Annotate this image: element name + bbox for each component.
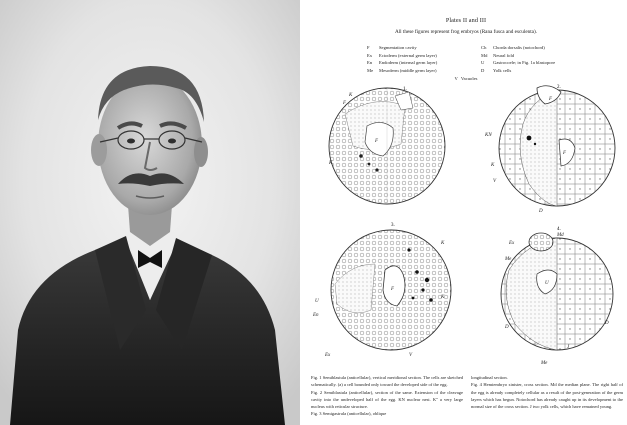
legend-text: Yolk cells <box>493 67 512 73</box>
legend-abbr: Ex <box>367 52 373 58</box>
legend-right-column <box>481 44 555 74</box>
fig3-label: K <box>441 295 445 300</box>
captions-left-column <box>311 374 463 418</box>
plate-subtitle: All these figures represent frog embryos (Rana fusca and esculenta). <box>394 29 538 35</box>
fig4-label: U <box>545 281 549 286</box>
legend-text: Endoderm (internal germ layer) <box>379 60 438 66</box>
legend-abbr: F <box>367 45 370 50</box>
fig3-label: En <box>313 313 319 318</box>
figure-4-drawing <box>501 233 613 350</box>
left-eye <box>127 139 135 144</box>
figure-number-4: 4. <box>557 227 561 232</box>
legend-left-column <box>367 44 437 74</box>
fig1-label: F <box>343 101 347 106</box>
legend-row <box>481 59 555 67</box>
legend-text: Ectoderm (external germ layer) <box>379 52 437 58</box>
figure-number-1: 1. <box>403 87 407 92</box>
embryo-figures <box>305 84 627 374</box>
fig1-label: K <box>329 161 333 166</box>
legend-text: Gastrocoele; in Fig. 1a blastopore <box>493 60 556 66</box>
figure-caption: longitudinal section. <box>471 375 508 380</box>
fig2-label: KN <box>485 133 492 138</box>
legend-abbr: Md <box>481 52 488 58</box>
fig4-label: Me <box>505 257 512 262</box>
legend-abbr: D <box>481 67 485 73</box>
legend-row <box>367 59 437 67</box>
figure-caption: Fig. 3 Semigastrula (anticellular), oblique <box>311 411 387 417</box>
figure-caption: Fig. 2 Semiblastula (anticellular), section of the same. Extension of the cleavage cavity into the undeveloped half of the egg. KN nuclear nest. K'' a very large nucleus with reticular structure. <box>311 389 463 410</box>
legend-text: Neural fold <box>493 52 515 58</box>
legend-text: Vacuoles <box>460 76 478 81</box>
figure-2-drawing <box>499 86 615 206</box>
legend-center-row <box>305 76 627 81</box>
legend-row <box>367 67 437 75</box>
captions-right-column <box>471 374 623 410</box>
legend-abbr: Ch <box>481 45 487 50</box>
fig4-label: Md <box>557 233 564 238</box>
legend-text: Segmentation cavity <box>379 45 417 50</box>
figure-number-3: 3. <box>391 223 395 228</box>
figure-number-2: 2. <box>557 85 561 90</box>
legend-row <box>481 67 555 75</box>
fig3-label: F <box>391 287 395 292</box>
figure-caption: Fig. 1 Semiblastula (anticellular), vertical meridional section. The cells are sketched schematically. (a) a cell bounded only toward the developed side of the egg. <box>311 375 463 388</box>
portrait-illustration <box>0 0 300 425</box>
fig1-label: K <box>349 93 353 98</box>
legend-row <box>481 52 555 60</box>
figure-1-drawing <box>329 88 445 204</box>
left-ear <box>91 134 107 166</box>
legend-abbr: V <box>454 76 458 81</box>
legend-text: Chorda dorsalis (notochord) <box>493 45 545 50</box>
fig3-label: U <box>315 299 319 304</box>
right-eye <box>168 139 176 144</box>
legend-row <box>367 52 437 60</box>
fig4-label: D <box>605 321 609 326</box>
plate-title: Plates II and III <box>445 17 487 24</box>
figure-caption: Fig. 4 Hemiembryo sinister, cross section. Md the median plane. The right half of the egg is already completely cellular as a result of the post-generation of the germ layers which has begun. Notochord has already caught up in its development to the normal size of the cross section. J two yolk cells, which have remained young. <box>471 382 623 410</box>
fig2-label: K <box>491 163 495 168</box>
fig2-label: F <box>549 97 553 102</box>
fig2-label: F <box>563 151 567 156</box>
portrait-photo <box>0 0 300 425</box>
fig2-label: V <box>493 179 497 184</box>
fig3-label: Ex <box>325 353 331 358</box>
plate-page <box>305 0 627 425</box>
fig4-label: Ex <box>509 241 515 246</box>
legend-abbr: Me <box>367 67 374 73</box>
legend-abbr: U <box>481 60 485 66</box>
fig3-label: V <box>409 353 413 358</box>
legend-abbr: En <box>367 60 373 66</box>
fig4-label: D <box>505 325 509 330</box>
fig4-label: Me <box>541 361 548 366</box>
fig3-label: K <box>441 241 445 246</box>
fig2-label: D <box>539 209 543 214</box>
fig4-label: J <box>567 345 570 350</box>
fig1-label: F <box>375 139 379 144</box>
legend-text: Mesoderm (middle germ layer) <box>379 67 437 73</box>
legend-row <box>481 44 555 52</box>
legend-row <box>367 44 437 52</box>
